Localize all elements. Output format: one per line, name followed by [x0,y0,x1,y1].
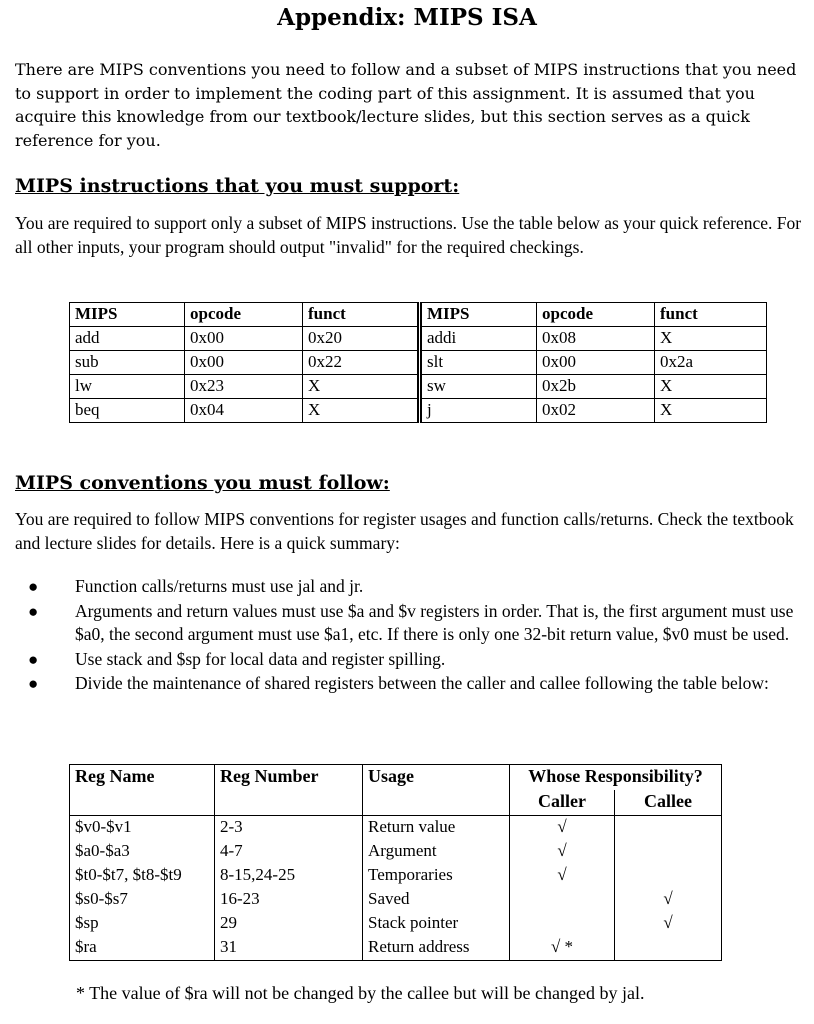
table-row [70,840,722,864]
list-item [28,600,798,647]
table-cell: 0x20 [303,327,420,351]
callee-check-icon [615,864,722,888]
table-cell: 0x2b [537,375,655,399]
reg-name-cell: $a0-$a3 [70,840,215,864]
reg-name-cell: $sp [70,912,215,936]
table-cell: 0x00 [537,351,655,375]
reg-number-cell: 16-23 [215,888,363,912]
usage-cell: Stack pointer [363,912,510,936]
usage-cell: Return address [363,936,510,961]
callee-check-icon [615,840,722,864]
header-usage: Usage [363,765,510,816]
header-mips-2: MIPS [420,303,537,327]
table-row [70,912,722,936]
table-cell: 0x00 [185,327,303,351]
table-cell: add [70,327,185,351]
callee-check-icon: √ [615,912,722,936]
table-row [70,936,722,961]
list-item [28,575,798,599]
intro-paragraph: There are MIPS conventions you need to follow and a subset of MIPS instructions that you need to support in order to implement the coding part of this assignment. It is assumed that you acquire this knowledge from our textbook/lecture slides, but this section serves as a quick reference for you. [15,60,797,150]
header-callee: Callee [615,790,722,816]
table-cell: 0x23 [185,375,303,399]
table-cell: addi [420,327,537,351]
table-row [70,375,767,399]
table-cell: 0x22 [303,351,420,375]
table-cell: X [655,327,767,351]
conventions-list [28,575,798,697]
page-title: Appendix: MIPS ISA [277,4,537,31]
table-cell: slt [420,351,537,375]
footnote: * The value of $ra will not be changed by the callee but will be changed by jal. [76,983,645,1003]
table-cell: 0x08 [537,327,655,351]
conventions-heading: MIPS conventions you must follow: [15,472,390,494]
table-row [70,351,767,375]
table-row [70,816,722,841]
table-row [70,864,722,888]
table-row [70,888,722,912]
list-item [28,648,798,672]
caller-check-icon: √ [510,840,615,864]
header-opcode-1: opcode [185,303,303,327]
instructions-paragraph: You are required to support only a subset of MIPS instructions. Use the table below as your quick reference. For all other inputs, your program should output "invalid" for the required checkings. [15,213,802,257]
callee-check-icon: √ [615,888,722,912]
list-item-text: Use stack and $sp for local data and register spilling. [75,648,446,669]
reg-name-cell: $v0-$v1 [70,816,215,841]
table-row [70,399,767,423]
header-funct-1: funct [303,303,420,327]
table-cell: 0x02 [537,399,655,423]
caller-check-icon: √ * [510,936,615,961]
header-reg-number: Reg Number [215,765,363,816]
usage-cell: Return value [363,816,510,841]
reg-name-cell: $t0-$t7, $t8-$t9 [70,864,215,888]
header-caller: Caller [510,790,615,816]
usage-cell: Saved [363,888,510,912]
list-item-text: Function calls/returns must use jal and jr. [75,576,364,596]
table-cell: lw [70,375,185,399]
table-cell: 0x00 [185,351,303,375]
usage-cell: Argument [363,840,510,864]
conventions-paragraph: You are required to follow MIPS conventions for register usages and function calls/returns. Check the textbook and lecture slides for details. Here is a quick summary: [15,509,794,553]
table-cell: j [420,399,537,423]
table-row [70,327,767,351]
table-cell: sw [420,375,537,399]
callee-check-icon [615,936,722,961]
caller-check-icon: √ [510,816,615,841]
table-cell: beq [70,399,185,423]
register-table [69,764,722,961]
list-item-text: Divide the maintenance of shared registers between the caller and callee following the table below: [75,673,769,693]
caller-check-icon [510,912,615,936]
reg-number-cell: 29 [215,912,363,936]
bullet-icon: ● [28,674,39,693]
reg-number-cell: 2-3 [215,816,363,841]
header-reg-name: Reg Name [70,765,215,816]
bullet-icon: ● [28,649,39,669]
callee-check-icon [615,816,722,841]
list-item [28,672,798,696]
bullet-icon: ● [28,577,39,596]
reg-number-cell: 4-7 [215,840,363,864]
list-item-text: Arguments and return values must use $a and $v registers in order. That is, the first argument must use $a0, the second argument must use $a1, etc. If there is only one 32-bit return value, $v0 must be used. [75,600,794,644]
caller-check-icon [510,888,615,912]
table-cell: X [303,375,420,399]
header-responsibility: Whose Responsibility? [510,765,722,791]
instructions-header-row [70,303,767,327]
caller-check-icon: √ [510,864,615,888]
table-cell: X [303,399,420,423]
table-cell: X [655,399,767,423]
reg-number-cell: 31 [215,936,363,961]
header-funct-2: funct [655,303,767,327]
table-cell: sub [70,351,185,375]
reg-number-cell: 8-15,24-25 [215,864,363,888]
header-opcode-2: opcode [537,303,655,327]
table-cell: X [655,375,767,399]
table-cell: 0x04 [185,399,303,423]
instructions-heading: MIPS instructions that you must support: [15,175,460,197]
table-cell: 0x2a [655,351,767,375]
usage-cell: Temporaries [363,864,510,888]
bullet-icon: ● [28,601,39,621]
reg-name-cell: $s0-$s7 [70,888,215,912]
reg-name-cell: $ra [70,936,215,961]
header-mips-1: MIPS [70,303,185,327]
instructions-table [69,302,767,423]
